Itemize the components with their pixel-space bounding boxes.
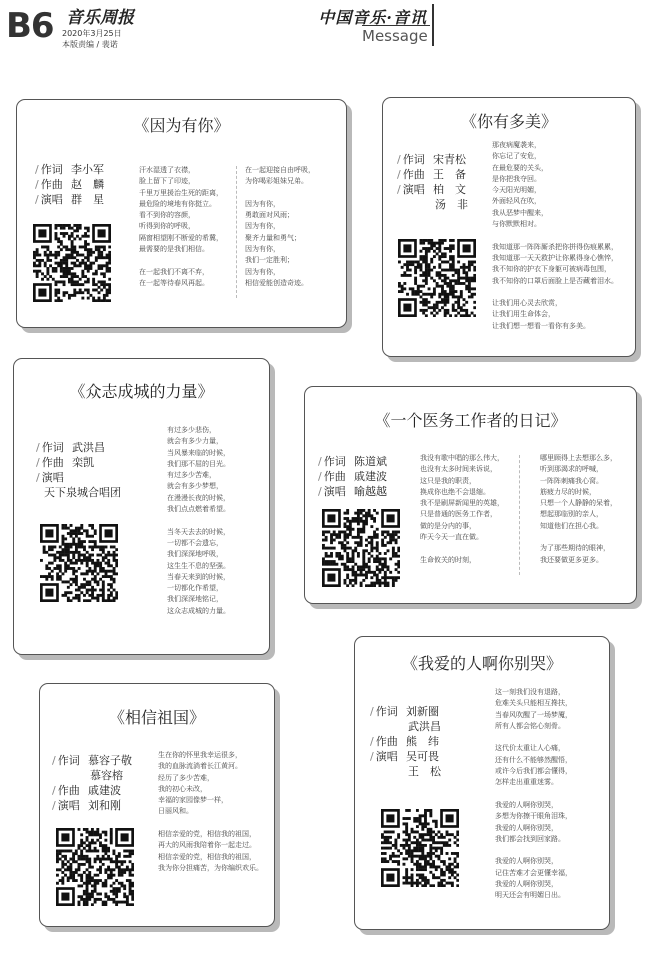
lyric-line: 因为有你， (245, 267, 280, 276)
lyric-line: 听得到你的呼吸， (139, 222, 195, 231)
lyric-line: 在一起迎接自由呼吸， (245, 166, 315, 174)
credit-lyricist: / 作词 刘新圈 (370, 704, 441, 719)
lyric-line: 外面轻风在吹， (492, 197, 541, 206)
lyrics-column-2 (540, 453, 617, 566)
lyric-line: 我为你分担痛苦，为你编织欢乐。 (158, 863, 263, 872)
song-title: 《众志成城的力量》 (69, 382, 214, 401)
lyric-line: 或许今后我们都会懂得， (495, 767, 572, 776)
lyrics-column-2 (245, 165, 315, 289)
lyric-line: 想起那临别的亲人， (540, 510, 603, 519)
lyric-line: 我爱的人啊你别哭， (495, 823, 558, 832)
credit-lyricist-2: 慕容榕 (90, 769, 123, 782)
lyric-line: 这生生不息的坚强。 (167, 561, 230, 570)
lyric-line: 相信爱能创造奇迹。 (245, 278, 308, 287)
credits-list (35, 162, 104, 207)
lyric-line: 筋疲力尽的时候， (540, 487, 596, 496)
lyric-line: 幸福的家园像梦一样， (158, 796, 228, 805)
lyric-line: 我们都会找到回家路。 (495, 834, 565, 843)
lyric-line: 我们一定胜利； (245, 256, 294, 265)
lyric-line: 我们深深地呼吸， (167, 550, 223, 559)
lyrics-divider (236, 166, 237, 298)
lyric-line: 我爱的人啊你别哭， (495, 880, 558, 889)
credits-list (397, 152, 468, 212)
lyric-line (245, 188, 315, 199)
lyric-line: 一切都化作希望， (167, 584, 223, 593)
lyric-line: 有过多少悲伤， (167, 426, 216, 434)
lyric-line: 再大的风雨我陪着你一起走过。 (158, 841, 256, 850)
credit-composer: / 作曲 赵 麟 (35, 177, 104, 192)
lyric-line: 是你把我夺回。 (492, 174, 541, 183)
song-card-yinweiyouni (16, 99, 347, 328)
lyric-line (540, 532, 617, 543)
lyric-line: 也没有太多时间来诉说， (420, 465, 497, 474)
lyric-line: 因为有你， (245, 199, 280, 208)
credit-composer: / 作曲 熊 纬 (370, 734, 441, 749)
lyric-line: 因为有你， (245, 222, 280, 231)
lyric-line: 日丽风和。 (158, 807, 193, 816)
lyric-line: 我的血脉流淌着长江黄河。 (158, 762, 242, 771)
credits-list (318, 454, 387, 499)
lyric-line: 所有人都会铭心刻骨。 (495, 721, 565, 730)
lyric-line: 为了那些期待的眼神， (540, 544, 610, 553)
lyric-line: 我不是刷屏新闻里的英雄， (420, 499, 504, 508)
lyric-line (420, 543, 504, 554)
lyric-line: 一阵阵刺痛我心窝。 (540, 476, 603, 485)
song-title: 《相信祖国》 (108, 708, 205, 727)
credit-lyricist: / 作词 慕容子敬 (52, 753, 132, 768)
lyric-line: 当春风吹醒了一场梦魇， (495, 710, 572, 719)
credit-singer: / 演唱 刘和刚 (52, 798, 132, 813)
song-card-zhongzhichengcheng (13, 358, 270, 655)
song-card-yiwugongzuozhe (304, 386, 637, 604)
lyric-line: 勇敢面对风雨； (245, 211, 294, 220)
section-brand: 中国音乐·音讯 (318, 8, 427, 27)
credit-lyricist: / 作词 李小军 (35, 162, 104, 177)
lyric-line: 这只是我的职责， (420, 476, 476, 485)
lyric-line: 那夜病魔袭来， (492, 141, 541, 149)
lyric-line: 我爱的人啊你别哭， (495, 800, 558, 809)
lyric-line: 生在你的怀里我幸运很多， (158, 751, 242, 759)
lyric-line: 因为有你， (245, 245, 280, 254)
lyric-line: 相信亲爱的党，相信我的祖国， (158, 830, 256, 839)
lyric-line: 最危险的境地有你挺立。 (139, 199, 216, 208)
lyric-line: 汗水湿透了衣襟， (139, 166, 195, 174)
credit-composer: / 作曲 栾凯 (36, 455, 121, 470)
credit-composer: / 作曲 王 备 (397, 167, 468, 182)
lyric-line: 昨天今天一直在做。 (420, 533, 483, 542)
lyric-line: 在一起等待春风再起。 (139, 278, 209, 287)
header-divider (432, 4, 434, 46)
lyrics-column (167, 425, 230, 617)
lyric-line: 生命攸关的时刻， (420, 555, 476, 564)
credits-list (370, 704, 441, 779)
qr-code[interactable] (381, 809, 459, 887)
credit-singer: / 演唱 柏 文 (397, 182, 468, 197)
song-title: 《因为有你》 (133, 116, 230, 135)
lyric-line: 我不知你的口罩后面脸上是否藏着泪水。 (492, 276, 618, 285)
credit-lyricist: / 作词 武洪昌 (36, 440, 121, 455)
lyric-line: 我们深深地铭记， (167, 595, 223, 604)
lyric-line: 听到那渴求的呼喊， (540, 465, 603, 474)
lyrics-column (495, 687, 572, 902)
credit-singer: / 演唱 喻越越 (318, 484, 387, 499)
lyric-line: 这一刻我们没有退路， (495, 688, 565, 696)
lyric-line (158, 818, 263, 829)
lyrics-column-1 (420, 453, 504, 566)
credit-singer: / 演唱 群 星 (35, 192, 104, 207)
credit-singer-name: 天下泉城合唱团 (44, 486, 121, 499)
lyric-line: 只是普通的医务工作者， (420, 510, 497, 519)
lyric-line: 哪里顾得上去想那么多， (540, 454, 617, 462)
lyric-line (495, 845, 572, 856)
lyric-line: 在漫漫长夜的时候， (167, 493, 230, 502)
qr-code[interactable] (40, 524, 118, 602)
lyric-line: 一切都不会遗忘， (167, 538, 223, 547)
song-title: 《一个医务工作者的日记》 (374, 411, 567, 430)
lyric-line: 最需要的是我们相信。 (139, 245, 209, 254)
qr-code[interactable] (56, 828, 134, 906)
lyric-line: 当冬天去去的时候， (167, 527, 230, 536)
lyric-line: 让我们用心灵去欣赏， (492, 299, 562, 308)
lyric-line: 与你默默相对。 (492, 220, 541, 229)
lyric-line: 经历了多少苦难， (158, 773, 214, 782)
lyric-line: 怎样走出重重迷雾。 (495, 778, 558, 787)
lyric-line: 有过多少苦难， (167, 471, 216, 480)
song-card-xiangxinzuguo (39, 683, 275, 927)
header-rule (362, 25, 430, 26)
lyric-line: 我还要做更多更多。 (540, 555, 603, 564)
song-title: 《我爱的人啊你别哭》 (401, 654, 562, 673)
lyric-line: 我知道那一阵阵厮杀把你拼得伤痕累累， (492, 242, 618, 251)
lyric-line: 做的是分内的事， (420, 521, 476, 530)
lyric-line: 我知道那一天天救护让你累得身心憔悴， (492, 253, 618, 262)
credit-composer: / 作曲 戚建波 (52, 783, 132, 798)
credit-singer: / 演唱 (36, 470, 121, 485)
lyric-line: 脸上留下了印迹， (139, 177, 195, 186)
lyric-line: 让我们用生命体会， (492, 310, 555, 319)
lyric-line: 当风暴来临的时候， (167, 448, 230, 457)
lyrics-divider (519, 455, 520, 575)
lyric-line: 相信亲爱的党，相信我的祖国， (158, 852, 256, 861)
lyric-line: 你忘记了安危， (492, 152, 541, 161)
lyric-line (495, 732, 572, 743)
lyric-line: 我没有歌中唱的那么伟大， (420, 454, 504, 462)
lyric-line: 我的初心未改， (158, 784, 207, 793)
song-card-niyouduomei (382, 97, 636, 357)
credit-composer: / 作曲 戚建波 (318, 469, 387, 484)
lyric-line: 我们点点燃着希望。 (167, 505, 230, 514)
credit-lyricist: / 作词 宋青松 (397, 152, 468, 167)
credit-singer: / 演唱 吴可畏 (370, 749, 441, 764)
song-title: 《你有多美》 (460, 112, 557, 131)
credit-lyricist: / 作词 陈道斌 (318, 454, 387, 469)
lyrics-column (492, 140, 618, 332)
lyric-line: 为你喝彩姐妹兄弟。 (245, 177, 308, 186)
lyric-line: 我从恶梦中醒来， (492, 208, 548, 217)
lyric-line: 千里万里援治生死的距离， (139, 188, 223, 197)
qr-code[interactable] (398, 239, 476, 317)
lyric-line: 我爱的人啊你别哭， (495, 857, 558, 866)
lyric-line: 我们那不屈的目光。 (167, 459, 230, 468)
credits-list (52, 753, 132, 813)
lyric-line: 明天还会有明媚日出。 (495, 891, 565, 900)
lyric-line: 知道他们在担心我。 (540, 521, 603, 530)
lyric-line (139, 255, 223, 266)
credit-singer-2: 汤 非 (435, 198, 468, 211)
song-card-woairenbieku (354, 636, 610, 930)
credit-lyricist-2: 武洪昌 (408, 720, 441, 733)
lyric-line (492, 230, 618, 241)
page-number: B6 (6, 6, 54, 46)
newspaper-logo: 音乐周报 (66, 8, 134, 28)
qr-code[interactable] (322, 509, 400, 587)
lyric-line: 看不到你的容颜， (139, 211, 195, 220)
credit-singer-2: 王 松 (408, 765, 441, 778)
lyric-line: 多想为你擦干眼角泪珠， (495, 812, 572, 821)
qr-code[interactable] (33, 224, 111, 302)
lyric-line: 就会有多少梦想， (167, 482, 223, 491)
credits-list (36, 440, 121, 500)
lyric-line (167, 515, 230, 526)
lyric-line: 这众志成城的力量。 (167, 606, 230, 615)
lyric-line: 就会有多少力量， (167, 437, 223, 446)
lyric-line: 在最危要的关头， (492, 163, 548, 172)
lyric-line (495, 789, 572, 800)
section-name: Message (362, 27, 428, 45)
lyrics-column-1 (139, 165, 223, 289)
lyric-line: 危难关头只能相互搀扶， (495, 699, 572, 708)
lyric-line: 当春天来到的时候， (167, 572, 230, 581)
page-header (0, 0, 652, 52)
lyric-line: 让我们想一想看一看你有多美。 (492, 321, 590, 330)
lyric-line: 聚齐力量和勇气； (245, 233, 301, 242)
lyric-line: 只想一个人静静的呆着， (540, 499, 617, 508)
lyric-line (492, 287, 618, 298)
lyric-line: 今天阳光明媚， (492, 186, 541, 195)
lyric-line: 换成你也绝不会退缩。 (420, 487, 490, 496)
lyrics-column (158, 750, 263, 874)
lyric-line: 隔窗相望刚不断爱的希冀， (139, 233, 223, 242)
lyric-line: 我不知你的护衣下身躯可被病毒包围， (492, 265, 611, 274)
lyric-line: 在一起我们不离不弃， (139, 267, 209, 276)
lyric-line: 还有什么不能够然醒悟， (495, 755, 572, 764)
editor-credit: 本版责编 / 裴诺 (62, 40, 118, 49)
lyric-line: 记住苦难才会更懂幸福， (495, 868, 572, 877)
lyric-line: 这代价太重让人心痛， (495, 744, 565, 753)
issue-date: 2020年3月25日 (62, 29, 122, 38)
